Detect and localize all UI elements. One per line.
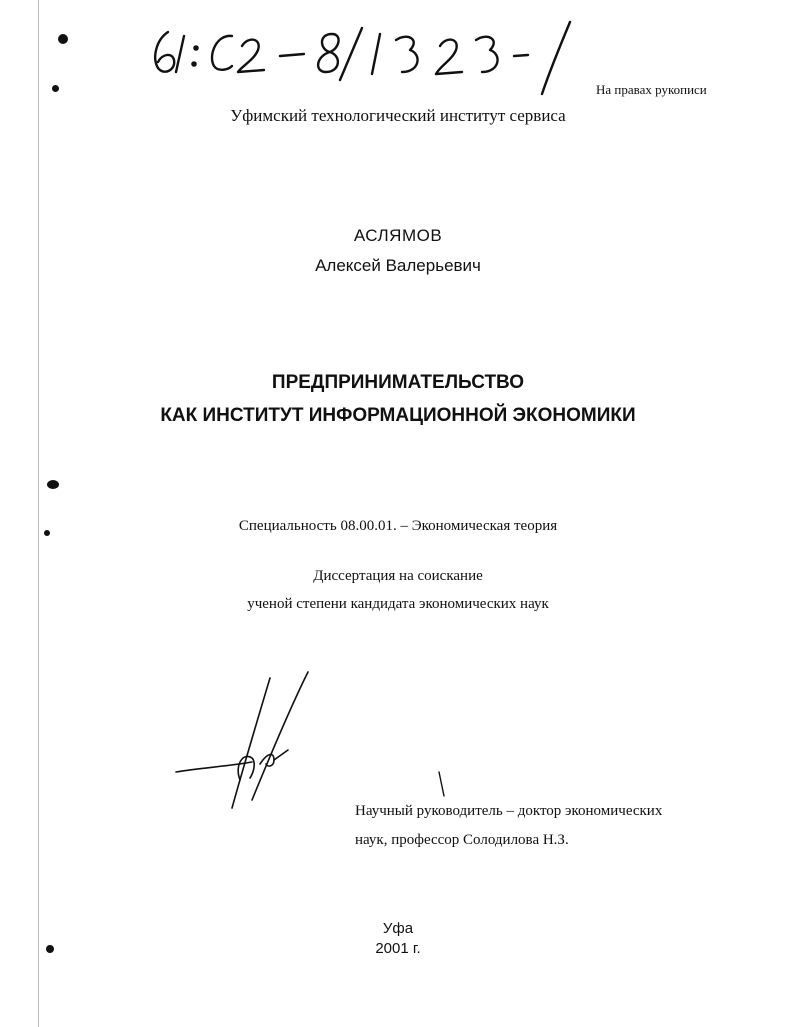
degree-line-1: Диссертация на соискание [313,568,483,584]
supervisor-line-1: Научный руководитель – доктор экономических [355,803,663,819]
author-surname: АСЛЯМОВ [353,226,443,245]
author-name: Алексей Валерьевич [315,256,481,275]
year: 2001 г. [375,940,421,957]
margin-dot [47,480,59,489]
margin-dot [58,34,68,44]
title-line-1: ПРЕДПРИНИМАТЕЛЬСТВО [271,372,525,393]
pen-stroke-mark [436,770,448,800]
title-line-2: КАК ИНСТИТУТ ИНФОРМАЦИОННОЙ ЭКОНОМИКИ [160,405,636,426]
margin-dot [52,85,59,92]
city: Уфа [382,920,414,937]
institute-name: Уфимский технологический институт сервиса [230,106,566,125]
supervisor-line-2: наук, профессор Солодилова Н.З. [355,832,569,848]
handwritten-number-icon [140,10,590,100]
degree-line-2: ученой степени кандидата экономических наук [247,596,549,612]
handwritten-number [140,10,590,105]
scan-edge-line [38,0,39,1027]
rights-label: На правах рукописи [596,82,707,97]
specialty: Специальность 08.00.01. – Экономическая теория [238,518,558,534]
signature-icon [170,668,330,818]
